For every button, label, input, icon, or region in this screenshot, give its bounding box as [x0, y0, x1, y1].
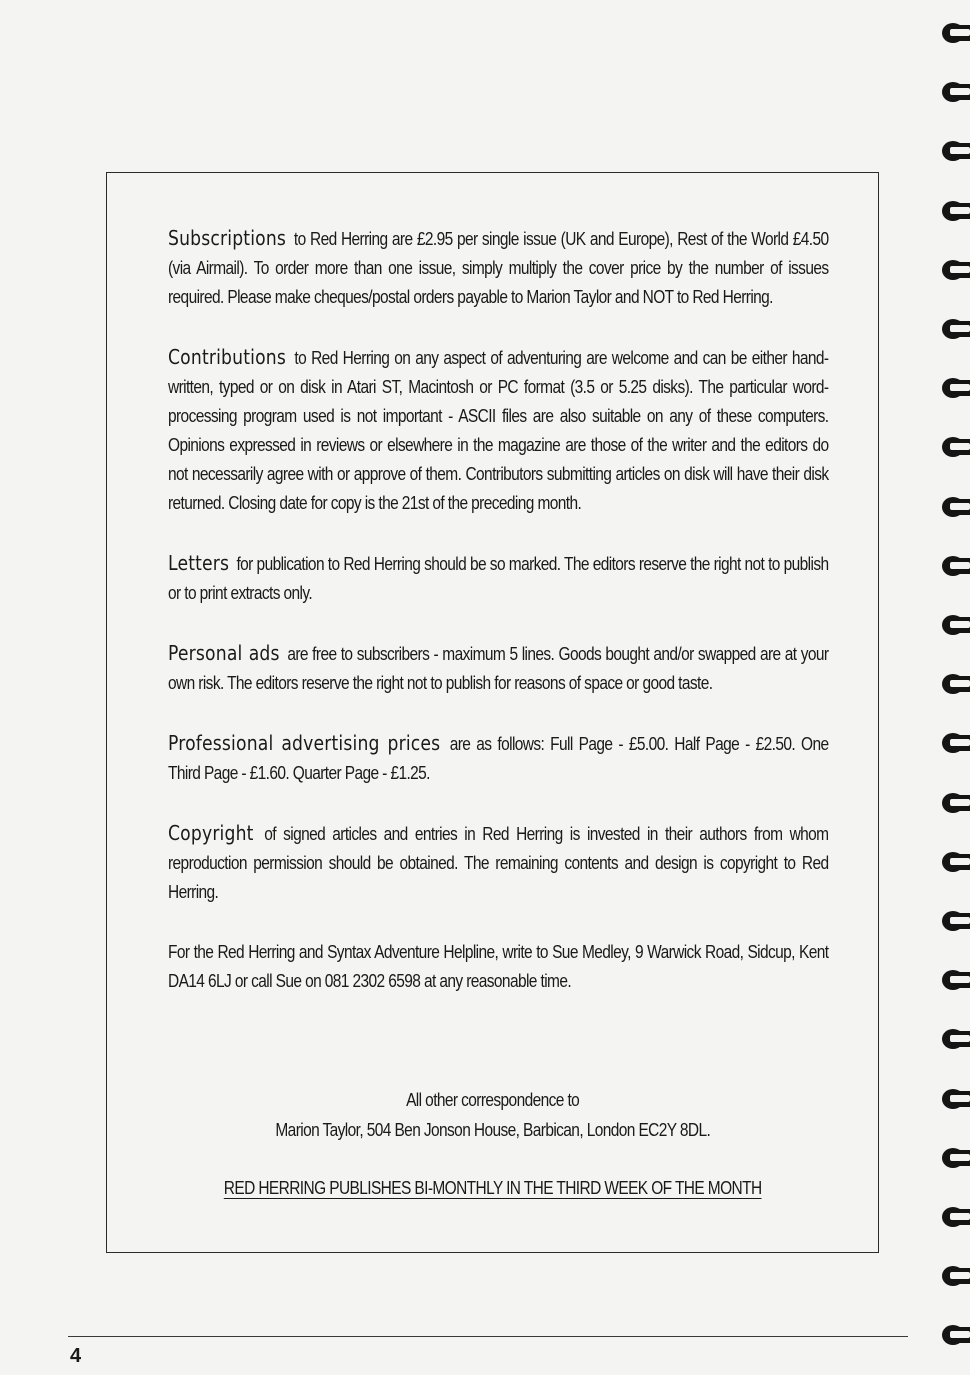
subscriptions-heading: Subscriptions: [168, 226, 287, 250]
spiral-ring: [940, 555, 970, 577]
spiral-ring: [940, 436, 970, 458]
spiral-ring: [940, 851, 970, 873]
spiral-binding: [938, 12, 970, 1372]
contributions-heading: Contributions: [168, 345, 286, 369]
advertising-text: are as follows: Full Page - £5.00. Half Page - £2.50. One Third Page - £1.60. Quarter Page - £1.25.: [168, 734, 829, 783]
spiral-ring: [940, 673, 970, 695]
helpline-text: For the Red Herring and Syntax Adventure Helpline, write to Sue Medley, 9 Warwick Road, Sidcup, Kent DA14 6LJ or call Sue on 081 2302 6598 at any reasonable time.: [168, 942, 829, 991]
letters-text: for publication to Red Herring should be so marked. The editors reserve the right not to publish or to print extracts only.: [168, 554, 829, 603]
spiral-ring: [940, 910, 970, 932]
spiral-ring: [940, 614, 970, 636]
spiral-ring: [940, 81, 970, 103]
subscriptions-paragraph: [168, 224, 828, 312]
subscriptions-text: to Red Herring are £2.95 per single issue (UK and Europe), Rest of the World £4.50 (via Airmail). To order more than one issue, simply multiply the cover price by the number of issues required. Please make cheques/postal orders payable to Marion Taylor and NOT to Red Herring.: [168, 229, 829, 307]
copyright-text: of signed articles and entries in Red Herring is invested in their authors from whom reproduction permission should be obtained. The remaining contents and design is copyright to Red Herring.: [168, 824, 829, 902]
copyright-heading: Copyright: [168, 821, 254, 845]
spiral-ring: [940, 732, 970, 754]
footer-rule: [68, 1336, 908, 1337]
helpline-paragraph: [168, 938, 828, 996]
spiral-ring: [940, 792, 970, 814]
correspondence-address: [106, 1120, 879, 1141]
spiral-ring: [940, 1088, 970, 1110]
contributions-paragraph: [168, 343, 828, 518]
personal-ads-text: are free to subscribers - maximum 5 lines. Goods bought and/or swapped are at your own risk. The editors reserve the right not to publish for reasons of space or good taste.: [168, 644, 829, 693]
spiral-ring: [940, 377, 970, 399]
advertising-heading: Professional advertising prices: [168, 731, 441, 755]
spiral-ring: [940, 140, 970, 162]
spiral-ring: [940, 496, 970, 518]
spiral-ring: [940, 969, 970, 991]
correspondence-intro-text: All other correspondence to: [405, 1090, 580, 1110]
letters-heading: Letters: [168, 551, 230, 575]
publication-banner-text: RED HERRING PUBLISHES BI-MONTHLY IN THE THIRD WEEK OF THE MONTH: [223, 1178, 762, 1198]
spiral-ring: [940, 22, 970, 44]
spiral-ring: [940, 1265, 970, 1287]
paragraphs: [168, 224, 828, 1027]
correspondence-intro: [106, 1090, 879, 1111]
spiral-ring: [940, 1147, 970, 1169]
contributions-text: to Red Herring on any aspect of adventuring are welcome and can be either hand-written, typed or on disk in Atari ST, Macintosh or PC format (3.5 or 5.25 disks). The particular word-processing program used is not important - ASCII files are also suitable on any of these computers. Opinions expressed in reviews or elsewhere in the magazine are those of the writer and the editors do not necessarily agree with or approve of them. Contributors submitting articles on disk will have their disk returned. Closing date for copy is the 21st of the preceding month.: [168, 348, 829, 513]
spiral-ring: [940, 318, 970, 340]
spiral-ring: [940, 200, 970, 222]
personal-ads-heading: Personal ads: [168, 641, 280, 665]
letters-paragraph: [168, 549, 828, 608]
copyright-paragraph: [168, 819, 828, 907]
spiral-ring: [940, 1028, 970, 1050]
publication-banner: [106, 1178, 879, 1199]
personal-ads-paragraph: [168, 639, 828, 698]
advertising-paragraph: [168, 729, 828, 788]
spiral-ring: [940, 259, 970, 281]
spiral-ring: [940, 1206, 970, 1228]
page-number: 4: [70, 1345, 82, 1367]
correspondence-address-text: Marion Taylor, 504 Ben Jonson House, Barbican, London EC2Y 8DL.: [275, 1120, 710, 1140]
spiral-ring: [940, 1324, 970, 1346]
